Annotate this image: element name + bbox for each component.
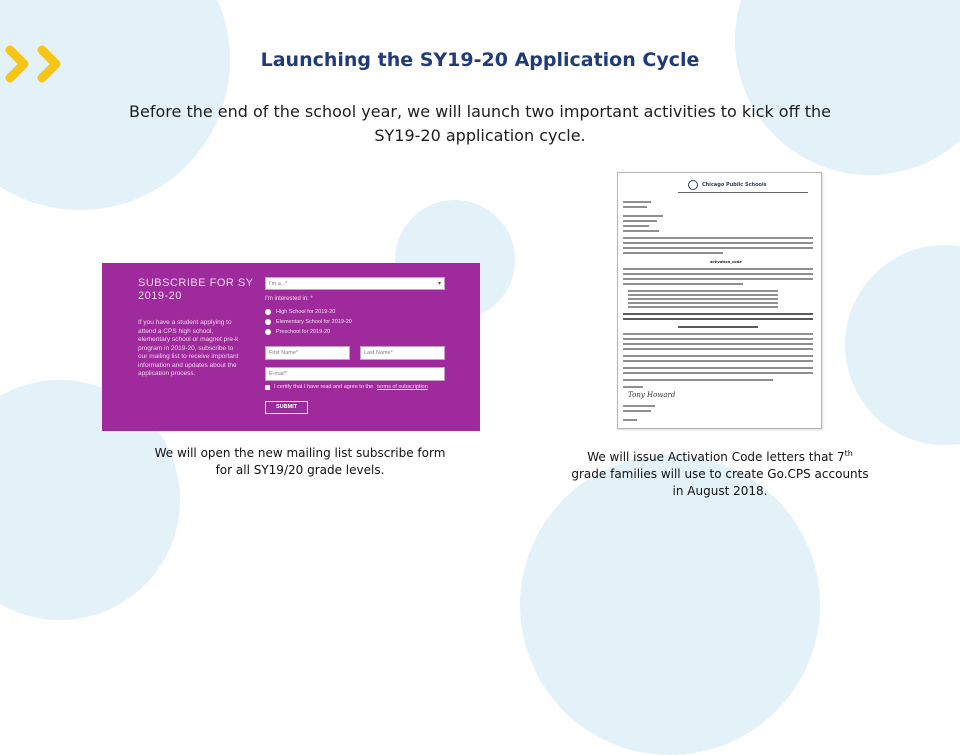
letter-text-line xyxy=(623,273,813,275)
letter-text-line xyxy=(623,405,655,407)
letter-text-line xyxy=(623,206,647,208)
email-placeholder: E-mail* xyxy=(269,371,287,377)
letter-subject: activation_code xyxy=(710,260,742,264)
agree-text: I certify that I have read and agree to the xyxy=(274,384,374,390)
background-circle xyxy=(735,0,960,175)
option-label: Elementary School for 2019-20 xyxy=(276,319,352,325)
letter-text-line xyxy=(628,290,778,292)
background-circle xyxy=(520,455,820,755)
letter-text-line xyxy=(623,237,813,239)
letter-text-line xyxy=(623,379,773,381)
letter-text-line xyxy=(623,372,813,374)
agree-checkbox[interactable] xyxy=(265,384,428,390)
letter-text-line xyxy=(623,333,813,335)
option-label: Preschool for 2019-20 xyxy=(276,329,331,335)
letter-text-line xyxy=(623,355,813,357)
letter-text-line xyxy=(628,298,778,300)
radio-icon xyxy=(265,309,271,315)
letter-text-line xyxy=(623,313,813,315)
radio-icon xyxy=(265,319,271,325)
option-preschool[interactable] xyxy=(265,329,330,335)
last-name-field[interactable] xyxy=(360,346,445,360)
checkbox-icon xyxy=(265,385,270,390)
last-name-placeholder: Last Name* xyxy=(364,350,393,356)
role-select-placeholder: I'm a...* xyxy=(269,281,288,287)
letter-text-line xyxy=(628,306,778,308)
letter-signature: Tony Howard xyxy=(628,391,676,399)
option-elementary-school[interactable] xyxy=(265,319,352,325)
letter-text-line xyxy=(623,201,651,203)
letter-divider xyxy=(678,192,808,193)
letter-text-line xyxy=(623,367,813,369)
letter-text-line xyxy=(623,348,813,350)
letter-text-line xyxy=(678,326,758,328)
letter-text-line xyxy=(623,225,649,227)
submit-button[interactable]: SUBMIT xyxy=(265,401,308,414)
letter-text-line xyxy=(623,419,637,421)
letter-text-line xyxy=(623,215,663,217)
letter-text-line xyxy=(628,294,778,296)
letter-text-line xyxy=(623,278,813,280)
letter-org: Chicago Public Schools xyxy=(702,182,767,188)
letter-text-line xyxy=(623,268,813,270)
radio-icon xyxy=(265,329,271,335)
caption-right-text-2: grade families will use to create Go.CPS accounts in August 2018. xyxy=(571,467,869,498)
role-select[interactable] xyxy=(265,277,445,290)
option-high-school[interactable] xyxy=(265,309,335,315)
letter-text-line xyxy=(623,338,813,340)
slide-title: Launching the SY19-20 Application Cycle xyxy=(260,49,700,71)
chevron-down-icon: ▾ xyxy=(437,281,441,287)
letter-text-line xyxy=(623,252,723,254)
letter-text-line xyxy=(623,410,651,412)
caption-right-text-1: We will issue Activation Code letters that 7 xyxy=(587,450,845,464)
letter-text-line xyxy=(623,230,659,232)
first-name-placeholder: First Name* xyxy=(269,350,299,356)
letter-text-line xyxy=(628,302,778,304)
activation-letter xyxy=(617,172,822,429)
letter-text-line xyxy=(623,360,813,362)
letter-text-line xyxy=(623,343,813,345)
slide-intro: Before the end of the school year, we will launch two important activities to kick off the SY19-20 application cycle. xyxy=(129,102,831,145)
first-name-field[interactable] xyxy=(265,346,350,360)
letter-text-line xyxy=(623,242,813,244)
letter-text-line xyxy=(623,318,813,320)
caption-right-superscript: th xyxy=(844,449,853,458)
interest-label: I'm interested in: * xyxy=(265,296,313,302)
option-label: High School for 2019-20 xyxy=(276,309,336,315)
letter-text-line xyxy=(623,220,657,222)
caption-right xyxy=(570,445,870,500)
letter-text-line xyxy=(623,247,813,249)
terms-link[interactable]: terms of subscription xyxy=(377,384,428,390)
subscribe-heading: SUBSCRIBE FOR SY 2019-20 xyxy=(138,277,254,302)
background-circle xyxy=(845,245,960,445)
letter-text-line xyxy=(623,386,643,388)
subscribe-form xyxy=(102,263,480,431)
caption-left: We will open the new mailing list subscribe form for all SY19/20 grade levels. xyxy=(154,446,446,477)
cps-seal-icon xyxy=(688,180,698,190)
subscribe-description: If you have a student applying to attend a CPS high school, elementary school or magnet pre-k program in 2019-20, subscribe to our mailing list to receive important information and updates about the application process. xyxy=(138,319,239,377)
letter-text-line xyxy=(623,283,743,285)
email-field[interactable] xyxy=(265,367,445,381)
